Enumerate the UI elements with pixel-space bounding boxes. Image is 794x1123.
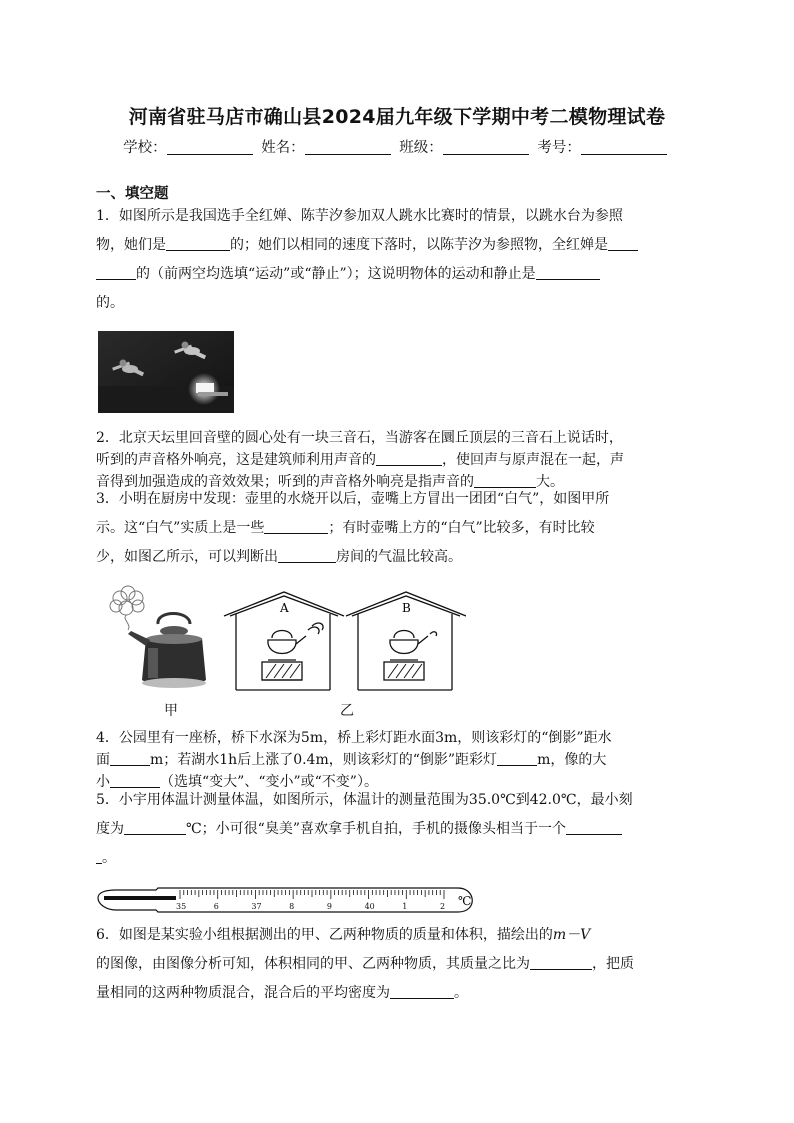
exam-number-label: 考号： (537, 140, 581, 156)
school-label: 学校： (123, 140, 167, 156)
class-label: 班级： (399, 140, 443, 156)
house-a-label: A (280, 601, 289, 615)
q4-blank-2[interactable] (497, 751, 537, 766)
thermometer-tick-label: 9 (326, 902, 332, 911)
house-b-label: B (402, 601, 411, 615)
thermometer-tick-label: 6 (213, 902, 219, 911)
q1-blank-3[interactable] (536, 265, 600, 280)
q5-blank-2a[interactable] (566, 820, 622, 835)
houses-figure-yi (222, 590, 466, 694)
q4-blank-1[interactable] (110, 751, 150, 766)
thermometer-figure (96, 884, 480, 916)
question-5 (96, 786, 700, 873)
steam-icon (110, 586, 144, 630)
m-v-symbol: m－V (552, 927, 591, 943)
q2-blank-1[interactable] (376, 451, 442, 466)
q5-line: 5．小宇用体温计测量体温，如图所示，体温计的测量范围为35.0℃到42.0℃，最小刻 (96, 792, 633, 808)
q5-line: 。 (96, 844, 700, 873)
q6-line: 的图像，由图像分析可知，体积相同的甲、乙两种物质，其质量之比为 ，把质 (96, 956, 634, 972)
q5-line: 度为 ℃；小可很“臭美”喜欢拿手机自拍，手机的摄像头相当于一个 (96, 815, 700, 844)
class-field[interactable] (443, 140, 529, 155)
exam-number-field[interactable] (581, 140, 667, 155)
q3-blank-2[interactable] (278, 548, 336, 563)
page-title: 河南省驻马店市确山县2024届九年级下学期中考二模物理试卷 (128, 106, 666, 128)
question-4 (96, 727, 700, 793)
stove-hatch (266, 664, 300, 678)
school-field[interactable] (167, 140, 253, 155)
q4-line: 面 m；若湖水1h后上涨了0.4m，则该彩灯的“倒影”距彩灯 m，像的大 (96, 752, 607, 768)
q6-blank-2[interactable] (390, 984, 454, 999)
q1-blank-2a[interactable] (608, 236, 638, 251)
kettle-icon (128, 614, 206, 689)
q1-blank-2b[interactable] (96, 265, 136, 280)
stove-hatch (388, 664, 422, 678)
q4-line: 4．公园里有一座桥，桥下水深为5m，桥上彩灯距水面3m，则该彩灯的“倒影”距水 (96, 730, 612, 746)
kettle-figure-jia (98, 584, 210, 694)
q2-line: 2．北京天坛里回音壁的圆心处有一块三音石，当游客在圜丘顶层的三音石上说话时， (96, 430, 623, 446)
q6-line: 6．如图是某实验小组根据测出的甲、乙两种物质的质量和体积，描绘出的m－V (96, 927, 591, 943)
figure-label-yi: 乙 (340, 703, 354, 719)
thermometer-tick-label: 37 (251, 902, 262, 911)
q2-line: 听到的声音格外响亮，这是建筑师利用声音的 ，使回声与原声混在一起，声 (96, 452, 624, 468)
q1-line: 的。 (96, 295, 124, 311)
q3-line: 3．小明在厨房中发现：壶里的水烧开以后，壶嘴上方冒出一团团“白气”，如图甲所 (96, 491, 610, 507)
thermometer-tick-label: 1 (402, 902, 408, 911)
thermometer-tick-label: 8 (289, 902, 295, 911)
q6-line: 量相同的这两种物质混合，混合后的平均密度为 。 (96, 985, 468, 1001)
name-field[interactable] (305, 140, 391, 155)
q1-line: 物，她们是 的；她们以相同的速度下落时，以陈芋汐为参照物，全红婵是 (96, 231, 700, 260)
thermometer-unit: ℃ (458, 894, 472, 908)
q1-line: 1．如图所示是我国选手全红婵、陈芋汐参加双人跳水比赛时的情景，以跳水台为参照 (96, 208, 623, 224)
name-label: 姓名： (261, 140, 305, 156)
student-info-row (0, 136, 794, 157)
q3-line: 少，如图乙所示，可以判断出 房间的气温比较高。 (96, 549, 462, 565)
thermometer-tick-label: 40 (364, 902, 375, 911)
q3-line: 示。这“白气”实质上是一些 ；有时壶嘴上方的“白气”比较多，有时比较 (96, 520, 595, 536)
question-3 (96, 485, 700, 572)
thermometer-tick-label: 35 (176, 902, 187, 911)
q3-blank-1[interactable] (264, 519, 328, 534)
q2-line: 音得到加强造成的音效效果；听到的声音格外响亮是指声音的 大。 (96, 474, 564, 490)
q5-blank-1[interactable] (124, 820, 186, 835)
section-heading: 一、填空题 (96, 186, 169, 202)
mercury-column (104, 896, 176, 900)
figure-label-jia: 甲 (164, 703, 178, 719)
q1-blank-1[interactable] (166, 236, 230, 251)
question-1 (96, 202, 700, 318)
q6-blank-1[interactable] (530, 955, 592, 970)
question-2 (96, 427, 700, 493)
thermometer-tick-label: 2 (440, 902, 446, 911)
diving-photo (98, 331, 234, 413)
q1-line: 的（前两空均选填“运动”或“静止”）；这说明物体的运动和静止是 (96, 260, 700, 289)
q4-line: 小 （选填“变大”、“变小”或“不变”）。 (96, 774, 378, 790)
question-6 (96, 921, 700, 1008)
